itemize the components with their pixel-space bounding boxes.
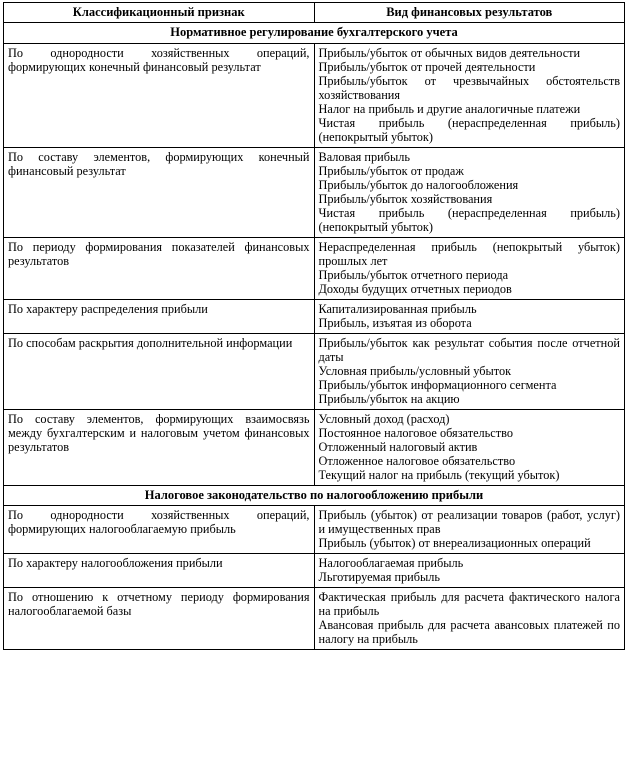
list-item: Прибыль/убыток на акцию xyxy=(318,391,460,406)
classification-feature: По характеру распределения прибыли xyxy=(4,299,315,333)
classification-feature: По однородности хозяйственных операций, формирующих конечный финансовый результат xyxy=(4,43,315,147)
list-item: Доходы будущих отчетных периодов xyxy=(318,281,512,296)
list-item: Условный доход (расход) xyxy=(318,411,450,426)
list-item: Прибыль (убыток) от внереализационных операций xyxy=(318,536,591,551)
header-financial-result-type: Вид финансовых результатов xyxy=(314,3,625,23)
classification-feature: По однородности хозяйственных операций, формирующих налогооблагаемую прибыль xyxy=(4,506,315,554)
financial-results-list xyxy=(314,409,625,485)
table-row xyxy=(4,237,625,299)
header-classification-feature: Классификационный признак xyxy=(4,3,315,23)
classification-feature: По отношению к отчетному периоду формирования налогооблагаемой базы xyxy=(4,588,315,650)
list-item: Льготируемая прибыль xyxy=(318,570,441,585)
list-item: Условная прибыль/условный убыток xyxy=(318,363,512,378)
financial-results-list xyxy=(314,333,625,409)
list-item: Чистая прибыль (нераспределенная прибыль) (непокрытый убыток) xyxy=(318,205,620,234)
table-header-row xyxy=(4,3,625,23)
financial-results-list xyxy=(314,554,625,588)
table-row xyxy=(4,299,625,333)
financial-results-list xyxy=(314,147,625,237)
list-item: Отложенное налоговое обязательство xyxy=(318,453,516,468)
list-item: Налог на прибыль и другие аналогичные платежи xyxy=(318,101,581,116)
classification-feature: По характеру налогообложения прибыли xyxy=(4,554,315,588)
list-item: Авансовая прибыль для расчета авансовых платежей по налогу на прибыль xyxy=(318,618,620,647)
classification-feature: По составу элементов, формирующих конечный финансовый результат xyxy=(4,147,315,237)
table-row xyxy=(4,43,625,147)
list-item: Прибыль (убыток) от реализации товаров (работ, услуг) и имущественных прав xyxy=(318,508,620,537)
financial-results-list xyxy=(314,43,625,147)
list-item: Постоянное налоговое обязательство xyxy=(318,425,513,440)
list-item: Прибыль/убыток от обычных видов деятельности xyxy=(318,45,581,60)
financial-results-classification-table xyxy=(3,2,625,650)
classification-feature: По способам раскрытия дополнительной информации xyxy=(4,333,315,409)
classification-feature: По периоду формирования показателей финансовых результатов xyxy=(4,237,315,299)
list-item: Прибыль/убыток информационного сегмента xyxy=(318,377,557,392)
list-item: Прибыль/убыток от прочей деятельности xyxy=(318,59,536,74)
section-title-tax-legislation: Налоговое законодательство по налогообложению прибыли xyxy=(4,485,625,505)
list-item: Нераспределенная прибыль (непокрытый убыток) прошлых лет xyxy=(318,239,620,268)
list-item: Прибыль/убыток от продаж xyxy=(318,163,464,178)
list-item: Прибыль, изъятая из оборота xyxy=(318,315,472,330)
table-row xyxy=(4,409,625,485)
financial-results-list xyxy=(314,588,625,650)
table-row xyxy=(4,588,625,650)
table-row xyxy=(4,554,625,588)
list-item: Текущий налог на прибыль (текущий убыток) xyxy=(318,467,560,482)
list-item: Прибыль/убыток как результат события после отчетной даты xyxy=(318,335,620,364)
list-item: Прибыль/убыток хозяйствования xyxy=(318,191,493,206)
list-item: Прибыль/убыток от чрезвычайных обстоятельств хозяйствования xyxy=(318,73,620,102)
classification-feature: По составу элементов, формирующих взаимосвязь между бухгалтерским и налоговым учетом финансовых результатов xyxy=(4,409,315,485)
section-title-row xyxy=(4,23,625,43)
table-row xyxy=(4,506,625,554)
list-item: Прибыль/убыток отчетного периода xyxy=(318,267,509,282)
list-item: Фактическая прибыль для расчета фактического налога на прибыль xyxy=(318,590,620,619)
section-title-accounting-regulation: Нормативное регулирование бухгалтерского учета xyxy=(4,23,625,43)
list-item: Прибыль/убыток до налогообложения xyxy=(318,177,519,192)
section-title-row xyxy=(4,485,625,505)
financial-results-list xyxy=(314,506,625,554)
list-item: Валовая прибыль xyxy=(318,149,410,164)
financial-results-list xyxy=(314,237,625,299)
table-row xyxy=(4,147,625,237)
list-item: Отложенный налоговый актив xyxy=(318,439,478,454)
table-row xyxy=(4,333,625,409)
financial-results-list xyxy=(314,299,625,333)
list-item: Чистая прибыль (нераспределенная прибыль) (непокрытый убыток) xyxy=(318,115,620,144)
list-item: Налогооблагаемая прибыль xyxy=(318,556,464,571)
list-item: Капитализированная прибыль xyxy=(318,301,477,316)
